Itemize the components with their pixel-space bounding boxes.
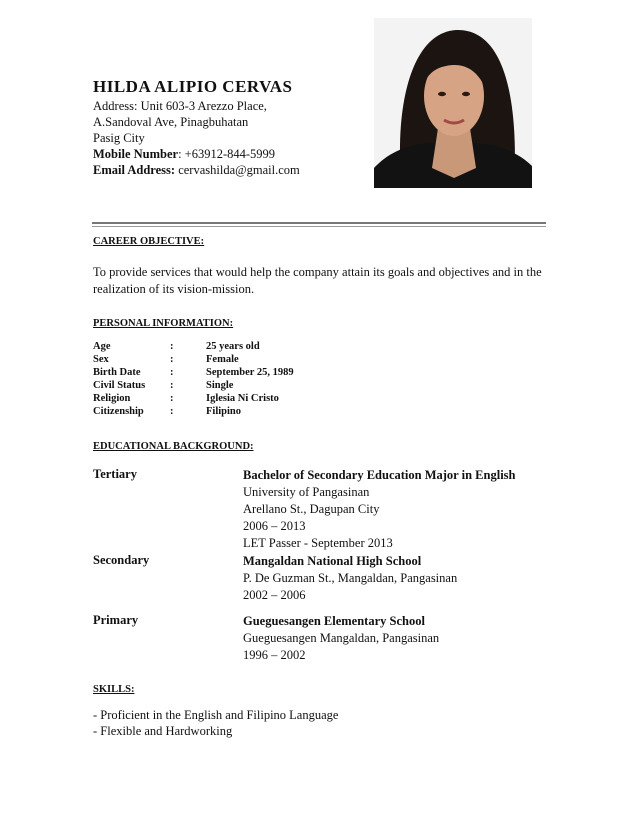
header-divider-thin [92,226,546,227]
header-divider-thick [92,222,546,224]
school-years: 1996 – 2002 [243,648,306,662]
personal-info-value: Filipino [206,406,242,417]
mobile-value: : +63912-844-5999 [178,147,276,161]
personal-info-colon: : [170,354,174,365]
personal-info-value: September 25, 1989 [206,367,294,378]
email-value: cervashilda@gmail.com [175,163,300,177]
education-heading: EDUCATIONAL BACKGROUND: [93,441,254,452]
personal-info-label: Citizenship [93,406,144,417]
email-label: Email Address: [93,163,176,177]
personal-info-colon: : [170,367,174,378]
address-line-1: Address: Unit 603-3 Arezzo Place, [93,99,267,113]
personal-info-label: Birth Date [93,367,141,378]
personal-info-value: 25 years old [206,341,260,352]
school-years: 2006 – 2013 [243,519,306,533]
personal-info-label: Sex [93,354,109,365]
education-level-primary: Primary [93,613,139,627]
profile-photo [374,18,532,188]
skills-heading: SKILLS: [93,684,135,695]
education-entry-tertiary [243,467,515,552]
school-name: Mangaldan National High School [243,554,422,568]
personal-info-label: Religion [93,393,131,404]
skill-item: - Proficient in the English and Filipino Language [93,708,339,722]
personal-info-colon: : [170,406,174,417]
mobile-number [93,147,275,162]
career-objective-text: To provide services that would help the company attain its goals and objectives and in the realization of its vision-mission. [93,265,542,296]
personal-info-label: Age [93,341,111,352]
school-address: P. De Guzman St., Mangaldan, Pangasinan [243,571,458,585]
personal-info-colon: : [170,380,174,391]
personal-info-colon: : [170,341,174,352]
school-years: 2002 – 2006 [243,588,306,602]
school-note: LET Passer - September 2013 [243,536,393,550]
personal-info-value: Single [206,380,234,391]
career-objective-heading: CAREER OBJECTIVE: [93,236,205,247]
portrait-illustration [374,18,532,188]
personal-info-value: Iglesia Ni Cristo [206,393,279,404]
email-address [93,163,300,178]
skill-item: - Flexible and Hardworking [93,724,233,738]
school-detail: University of Pangasinan [243,485,370,499]
education-entry-secondary [243,553,457,604]
mobile-label: Mobile Number [93,147,179,161]
applicant-name: HILDA ALIPIO CERVAS [93,77,293,96]
address-line-3: Pasig City [93,131,145,145]
personal-info-heading: PERSONAL INFORMATION: [93,318,234,329]
personal-info-colon: : [170,393,174,404]
school-address: Arellano St., Dagupan City [243,502,380,516]
personal-info-label: Civil Status [93,380,146,391]
education-level-tertiary: Tertiary [93,467,137,481]
school-name: Gueguesangen Elementary School [243,614,425,628]
personal-info-value: Female [206,354,239,365]
address-line-2: A.Sandoval Ave, Pinagbuhatan [93,115,249,129]
education-level-secondary: Secondary [93,553,150,567]
education-entry-primary [243,613,439,664]
school-name: Bachelor of Secondary Education Major in English [243,468,516,482]
school-address: Gueguesangen Mangaldan, Pangasinan [243,631,440,645]
